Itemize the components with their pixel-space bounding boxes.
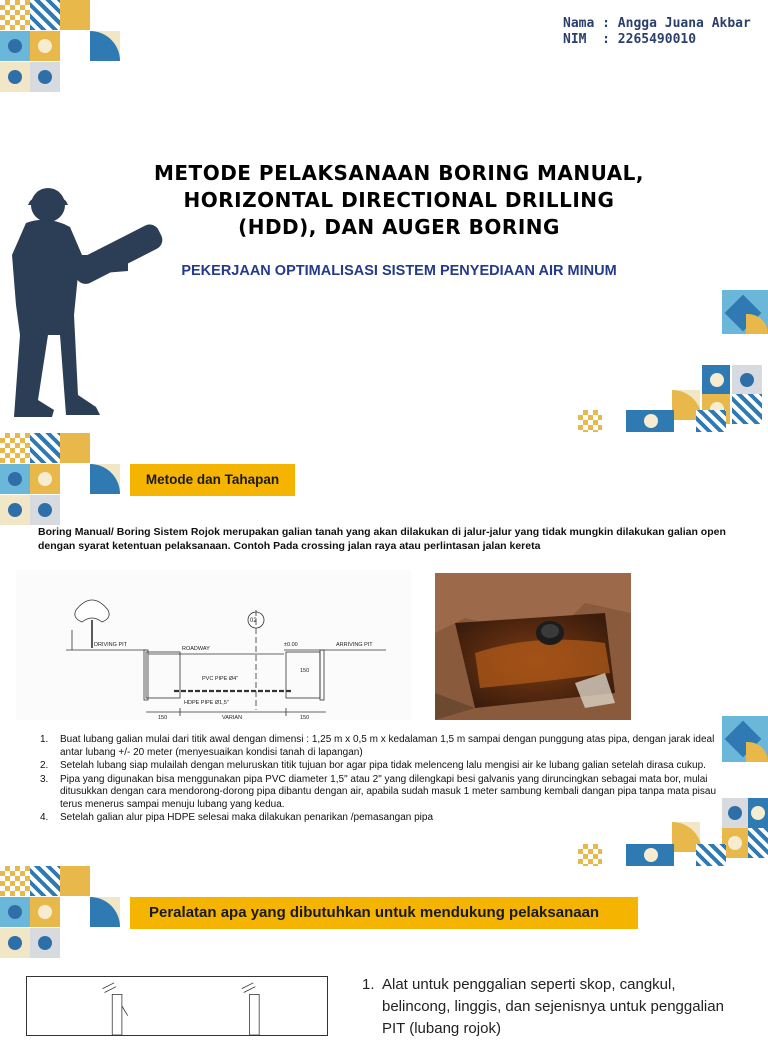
intro-paragraph: Boring Manual/ Boring Sistem Rojok merupakan galian tanah yang akan dilakukan di jalur-jalur yang tidak mungkin dilakukan galian open dengan syarat ketentuan pelaksanaan. Contoh Pada crossing jalan raya atau perlintasan jalan kereta xyxy=(38,526,726,552)
section-heading-method: Metode dan Tahapan xyxy=(130,464,295,496)
step-text: Buat lubang galian mulai dari titik awal dengan dimensi : 1,25 m x 0,5 m x kedalaman 1,5 m sampai dengan punggung atas pipa, dengan jarak ideal antar lubang +/- 20 meter (menyesuaikan kondisi tanah di lapangan) xyxy=(60,734,715,758)
decorative-tiles-top-left xyxy=(0,0,120,92)
step-number: 2. xyxy=(40,760,49,771)
label-left-width: 150 xyxy=(158,715,168,721)
title-line-1: METODE PELAKSANAAN BORING MANUAL, xyxy=(153,161,645,185)
worker-silhouette-icon xyxy=(8,185,163,425)
list-item xyxy=(362,974,742,1040)
label-marker: 02 xyxy=(250,618,257,624)
step-number: 3. xyxy=(40,773,49,785)
step-number: 1. xyxy=(40,734,49,745)
decorative-tiles-left-lower xyxy=(0,866,120,958)
label-roadway: ROADWAY xyxy=(182,646,210,652)
label-arriving-pit: ARRIVING PIT xyxy=(336,642,373,648)
boring-cross-section-diagram xyxy=(16,570,411,720)
section-heading-equipment: Peralatan apa yang dibutuhkan untuk mendukung pelaksanaan xyxy=(130,897,638,929)
step-text: Setelah lubang siap mulailah dengan meluruskan titik tujuan bor agar pipa tidak melenceng lalu mengisi air ke lubang galian setelah dirasa cukup. xyxy=(60,760,706,771)
title-line-3: (HDD), DAN AUGER BORING xyxy=(238,215,560,239)
step-number: 4. xyxy=(40,812,49,823)
label-right-width: 150 xyxy=(300,715,310,721)
label-hdpe-pipe: HDPE PIPE Ø1,5" xyxy=(184,700,229,706)
excavation-photo xyxy=(435,573,631,720)
tool-text: Alat untuk penggalian seperti skop, cangkul, belincong, linggis, dan sejenisnya untuk penggalian PIT (lubang rojok) xyxy=(382,976,724,1037)
author-info xyxy=(563,16,751,48)
title-line-2: HORIZONTAL DIRECTIONAL DRILLING xyxy=(183,188,615,212)
label-pvc-pipe: PVC PIPE Ø4" xyxy=(202,676,239,682)
author-name: Nama : Angga Juana Akbar xyxy=(563,16,751,31)
label-depth: 150 xyxy=(300,668,310,674)
label-varian: VARIAN xyxy=(222,715,243,721)
page-title xyxy=(110,160,688,241)
tools-diagram xyxy=(26,976,328,1036)
tool-number: 1. xyxy=(362,976,375,993)
label-driving-pit: DRIVING PIT xyxy=(94,642,128,648)
label-elevation: ±0.00 xyxy=(284,642,298,648)
decorative-tiles-left-middle xyxy=(0,433,120,525)
step-text: Setelah galian alur pipa HDPE selesai maka dilakukan penarikan /pemasangan pipa xyxy=(60,812,434,823)
page-subtitle: PEKERJAAN OPTIMALISASI SISTEM PENYEDIAAN AIR MINUM xyxy=(181,263,617,279)
author-nim: NIM : 2265490010 xyxy=(563,32,697,47)
decorative-tiles-right-upper xyxy=(578,290,768,435)
tools-list xyxy=(362,974,742,1040)
decorative-tiles-right-lower xyxy=(578,716,768,868)
step-text: Pipa yang digunakan bisa menggunakan pipa PVC diameter 1,5" atau 2" yang dilengkapi besi galvanis yang diruncingkan sebagai mata bor, mulai ditusukkan dengan cara mendorong-dorong pipa dibantu dengan air, apabila sudah masuk 1 meter sambung kembali dangan pipa tanpa mata pisau terus menerus sampai menuju lubang yang kedua. xyxy=(60,773,717,810)
